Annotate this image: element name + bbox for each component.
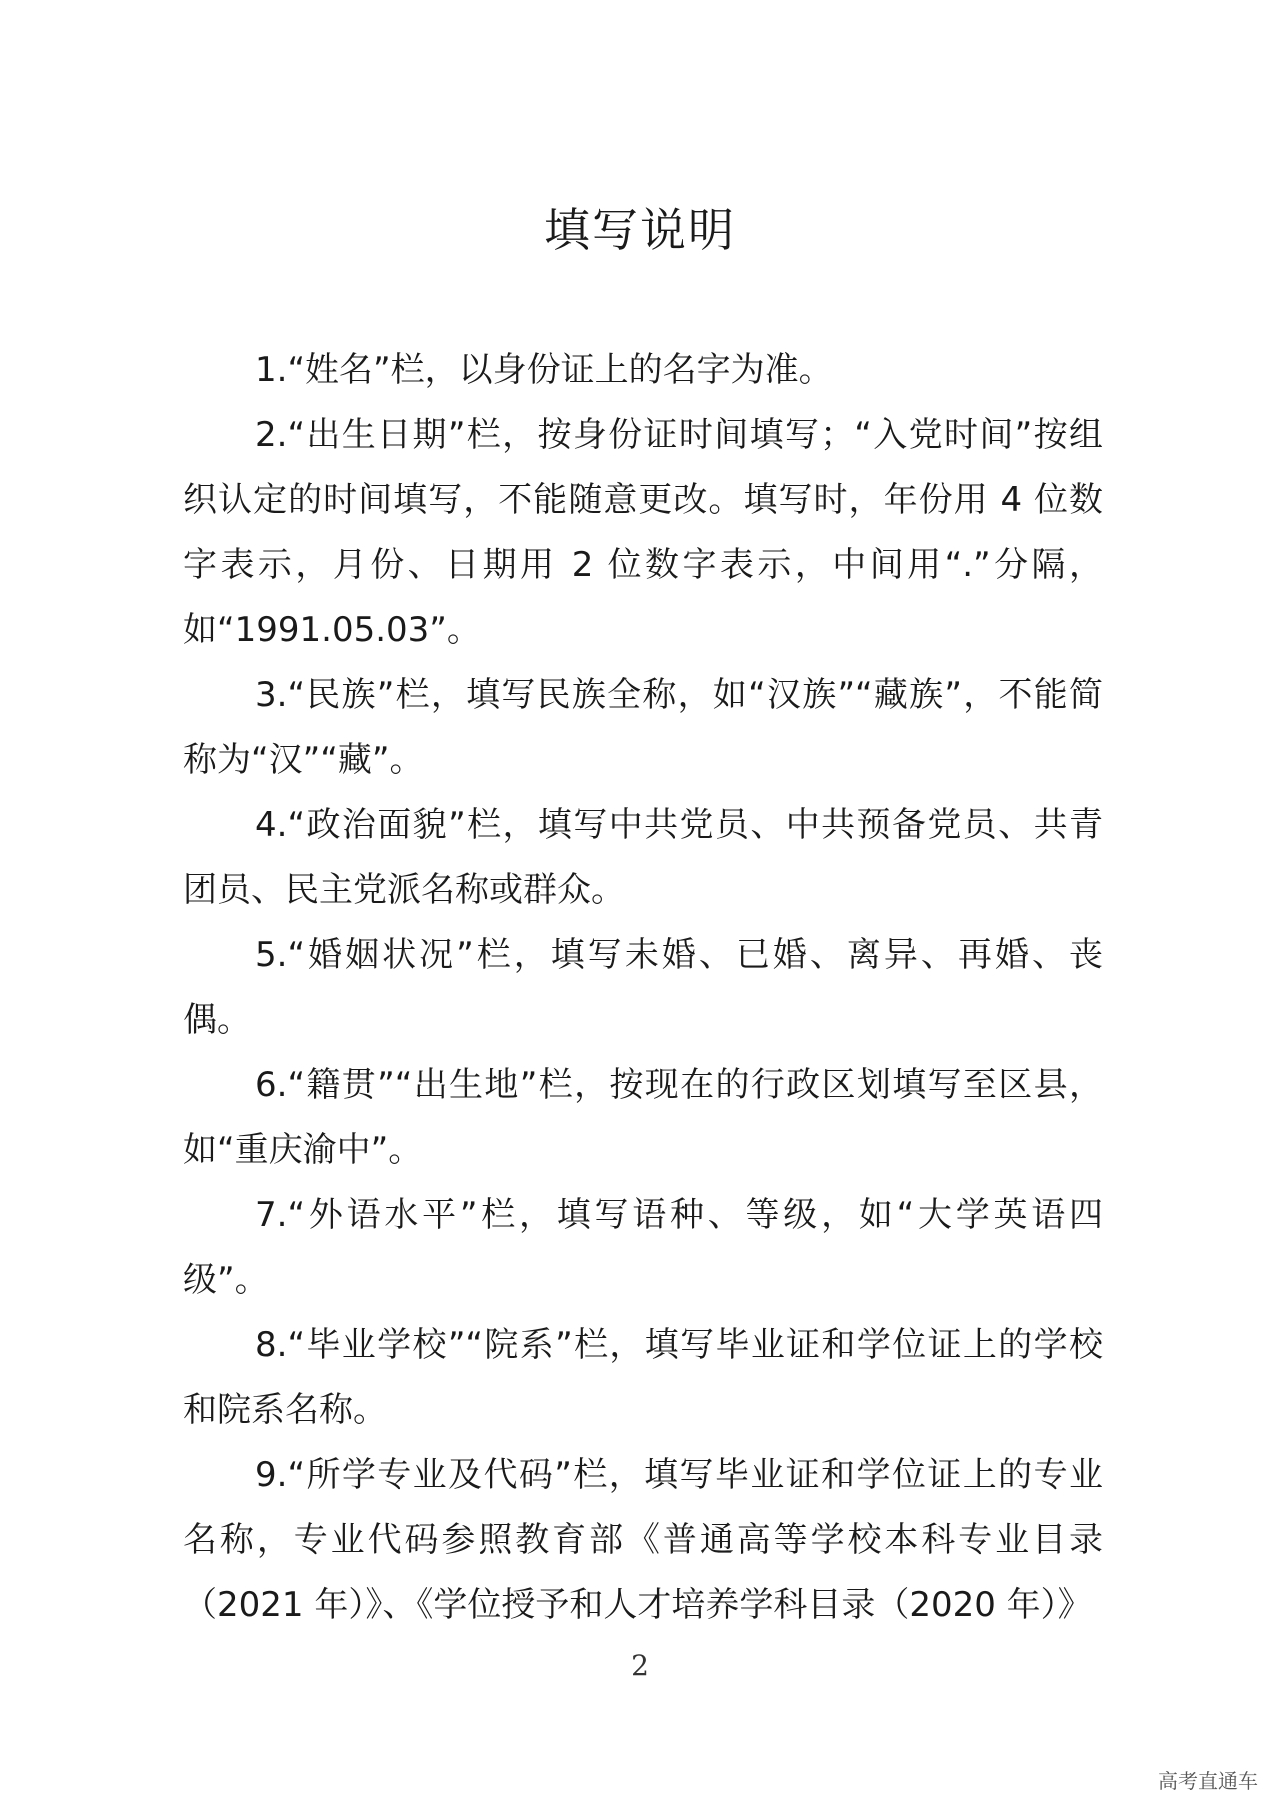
instruction-item-1: 1.“姓名”栏，以身份证上的名字为准。 xyxy=(255,350,833,390)
instruction-item-5: 5.“婚姻状况”栏，填写未婚、已婚、离异、再婚、丧偶。 xyxy=(183,935,1103,1040)
instruction-item-4: 4.“政治面貌”栏，填写中共党员、中共预备党员、共青团员、民主党派名称或群众。 xyxy=(183,805,1103,910)
instruction-item-8: 8.“毕业学校”“院系”栏，填写毕业证和学位证上的学校和院系名称。 xyxy=(183,1325,1103,1430)
instruction-item-6: 6.“籍贯”“出生地”栏，按现在的行政区划填写至区县，如“重庆渝中”。 xyxy=(183,1065,1103,1170)
instruction-item-2: 2.“出生日期”栏，按身份证时间填写；“入党时间”按组织认定的时间填写，不能随意更改。填写时，年份用 4 位数字表示，月份、日期用 2 位数字表示，中间用“.”分隔，如“1991.05.03”。 xyxy=(183,415,1103,650)
watermark-text: 高考直通车 xyxy=(1158,1769,1258,1793)
instruction-item-7: 7.“外语水平”栏，填写语种、等级，如“大学英语四级”。 xyxy=(183,1195,1103,1300)
instructions-body xyxy=(183,338,1103,1638)
instruction-item-9: 9.“所学专业及代码”栏，填写毕业证和学位证上的专业名称，专业代码参照教育部《普通高等学校本科专业目录（2021 年）》、《学位授予和人才培养学科目录（2020 年）》 xyxy=(183,1455,1103,1625)
page-number: 2 xyxy=(631,1649,649,1682)
instruction-item-3: 3.“民族”栏，填写民族全称，如“汉族”“藏族”，不能简称为“汉”“藏”。 xyxy=(183,675,1103,780)
page-title: 填写说明 xyxy=(544,203,736,257)
